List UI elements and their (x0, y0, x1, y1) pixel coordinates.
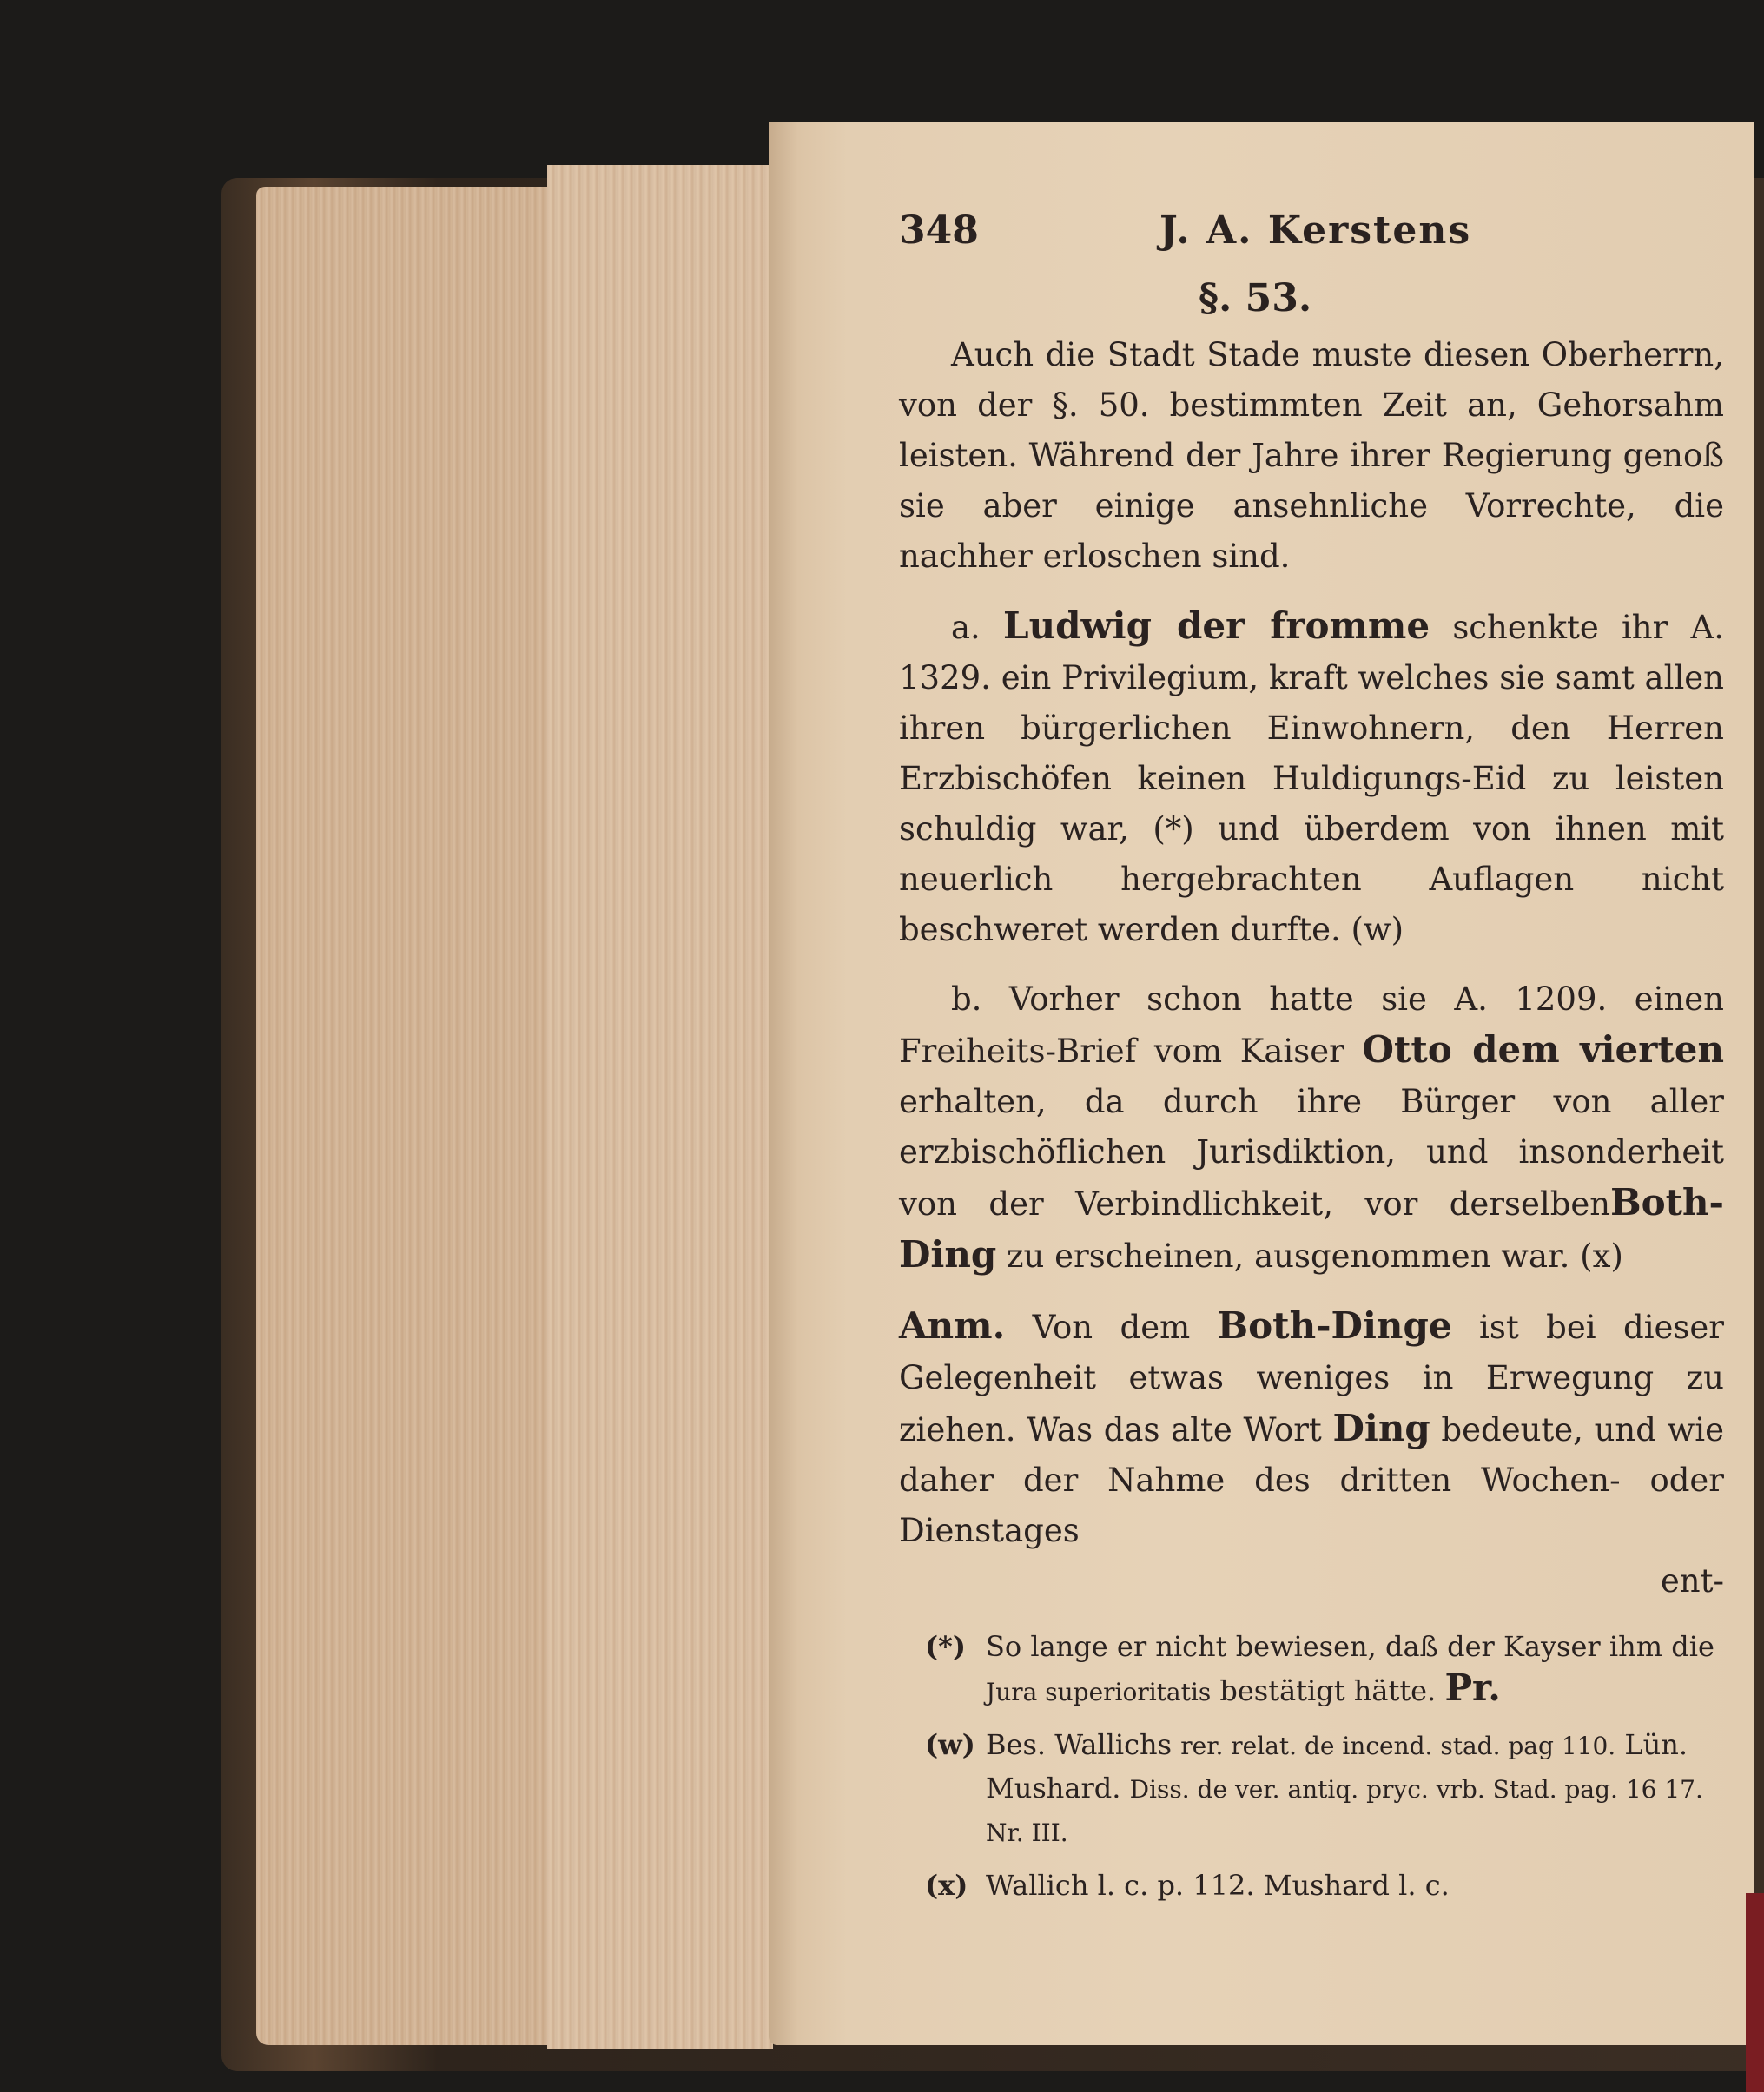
paragraph-note (899, 1301, 1724, 1556)
note-text-after: bedeute, und wie daher der Nahme des dritten Wochen- oder Dienstages (899, 1411, 1725, 1549)
footnote-mark: (w) (925, 1728, 975, 1761)
page-block-edge-inner (547, 165, 773, 2049)
footnote-latin2: Diss. de ver. antiq. pryc. vrb. Stad. pag. 16 17. Nr. III. (986, 1775, 1703, 1847)
section-heading: §. 53. (1199, 276, 1312, 320)
footnote-latin: Jura superioritatis (986, 1678, 1212, 1706)
item-b-text-middle: erhalten, da durch ihre Bürger von aller erzbischöflichen Jurisdiktion, und insonderheit von der Verbindlichkeit, vor derselben (899, 1083, 1724, 1223)
footnote-mark: (x) (925, 1869, 968, 1902)
footnote-text: Bes. Wallichs (986, 1728, 1173, 1761)
page-block-edge (256, 187, 556, 2045)
footnote-mark: (*) (925, 1630, 967, 1663)
footnote-text: Wallich l. c. p. 112. Mushard l. c. (986, 1869, 1450, 1902)
page-number: 348 (899, 208, 979, 253)
note-term2: Ding (1332, 1407, 1430, 1449)
footnote-x (899, 1864, 1724, 1906)
note-text-before: Von dem (1032, 1309, 1191, 1346)
page-header (899, 208, 1724, 269)
item-a-name: Ludwig der fromme (1003, 604, 1430, 647)
note-label: Anm. (899, 1304, 1006, 1347)
item-a-text: schenkte ihr A. 1329. ein Privilegium, kraft welches sie samt allen ihren bürgerlichen Einwohnern, den Herren Erzbischöfen keinen Huldigungs-Eid zu leisten schuldig war, (*) und überdem von ihnen mit neuerlich hergebrachten Auflagen nicht beschweret werden durfte. (w) (899, 609, 1724, 948)
footnotes (899, 1626, 1724, 1906)
note-term: Both-Dinge (1217, 1304, 1452, 1347)
page-content (899, 208, 1724, 1917)
bookmark-ribbon (1746, 1893, 1764, 2092)
item-b-name: Otto dem vierten (1362, 1028, 1724, 1071)
footnote-w (899, 1724, 1724, 1854)
footnote-text2: Lün. Mushard. (986, 1728, 1688, 1805)
paragraph-intro: Auch die Stadt Stade muste diesen Oberherrn, von der §. 50. bestimmten Zeit an, Gehorsahm leisten. Während der Jahre ihrer Regierung genoß sie aber einige ansehnliche Vorrechte, die nachher erloschen sind. (899, 336, 1724, 575)
paragraph-item-a (899, 601, 1724, 955)
note-text-middle: ist bei dieser Gelegenheit etwas weniges in Erwegung zu ziehen. Was das alte Wort (899, 1309, 1724, 1449)
item-b-label: b. (951, 980, 982, 1018)
item-a-label: a. (951, 609, 981, 646)
catchword: ent- (1660, 1562, 1724, 1600)
item-b-term: Both-Ding (899, 1181, 1724, 1276)
footnote-latin: rer. relat. de incend. stad. pag 110. (1180, 1732, 1616, 1760)
running-title: J. A. Kerstens (1159, 208, 1472, 253)
footnote-text: So lange er nicht bewiesen, daß der Kayser ihm die (986, 1630, 1714, 1663)
item-b-text-after: zu erscheinen, ausgenommen war. (x) (1007, 1237, 1623, 1275)
footnote-signature: Pr. (1444, 1666, 1501, 1709)
paragraph-item-b (899, 974, 1724, 1282)
item-b-text-before: Vorher schon hatte sie A. 1209. einen Freiheits-Brief vom Kaiser (899, 980, 1724, 1070)
footnote-star (899, 1626, 1724, 1713)
footnote-text2: bestätigt hätte. (1219, 1674, 1437, 1707)
